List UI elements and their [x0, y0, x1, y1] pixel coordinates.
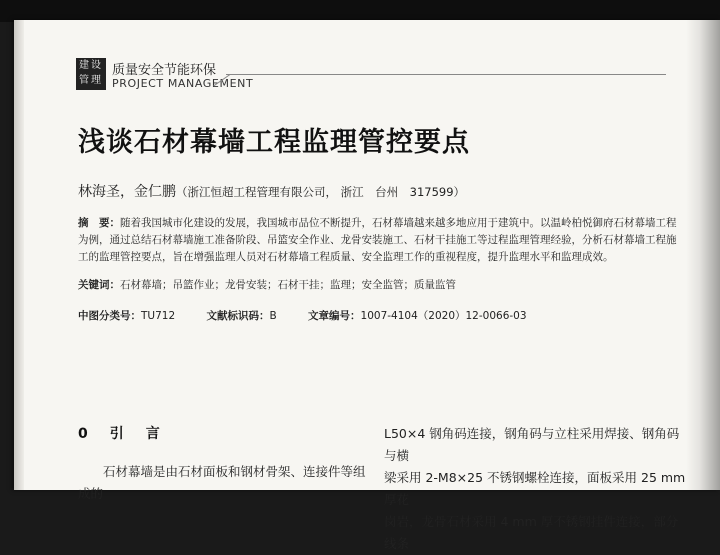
classification-codes — [78, 308, 555, 323]
section-title-en: PROJECT MANAGEMENT — [112, 77, 254, 90]
header-rule — [226, 74, 666, 75]
keywords-label: 关键词： — [78, 279, 120, 291]
authors-line — [78, 181, 465, 201]
abstract-text: 随着我国城市化建设的发展，我国城市品位不断提升，石材幕墙越来越多地应用于建筑中。以温岭柏悦御府石材幕墙工程为例，通过总结石材幕墙施工准备阶段、吊篮安全作业、龙骨安装施工、石材干挂施工等过程监理管理经验，分析石材幕墙工程施工的监理管控要点，旨在增强监理人员对石材幕墙工程质量、安全监理工作的重视程度，提升监理水平和监理成效。 — [78, 217, 677, 263]
document-page — [14, 20, 720, 551]
page-spine-shadow — [14, 20, 24, 490]
journal-logo: 建设 管理 — [76, 58, 106, 90]
body-line: 岗岩，龙骨石材采用 4 mm 厚不锈钢挂件连接，部分线条 — [384, 514, 679, 551]
keywords — [78, 277, 456, 292]
section-heading: 0 引 言 — [78, 426, 164, 442]
scan-border — [0, 0, 720, 22]
body-line: L50×4 钢角码连接，钢角码与立柱采用焊接、钢角码与横 — [384, 426, 680, 463]
page-curl-shadow — [686, 20, 720, 490]
author-names: 林海圣，金仁鹏 — [78, 184, 176, 200]
affiliation: （浙江恒超工程管理有限公司， 浙江 台州 317599） — [176, 185, 466, 199]
abstract — [78, 215, 678, 266]
body-line: 梁采用 2-M8×25 不锈钢螺栓连接，面板采用 25 mm 厚花 — [384, 470, 686, 507]
article-title: 浅谈石材幕墙工程监理管控要点 — [78, 127, 470, 158]
body-column-right — [384, 423, 689, 555]
document-code: 文献标识码：B — [206, 310, 277, 322]
section-title-cn: 质量安全节能环保 — [112, 63, 217, 78]
keywords-text: 石材幕墙；吊篮作业；龙骨安装；石材干挂；监理；安全监管；质量监管 — [120, 279, 456, 291]
abstract-label: 摘 要： — [78, 217, 120, 229]
clc-code: 中图分类号：TU712 — [78, 310, 176, 322]
body-column-left: 石材幕墙是由石材面板和钢材骨架、连接件等组成的 — [78, 464, 366, 501]
article-number: 文章编号：1007-4104（2020）12-0066-03 — [308, 310, 527, 322]
